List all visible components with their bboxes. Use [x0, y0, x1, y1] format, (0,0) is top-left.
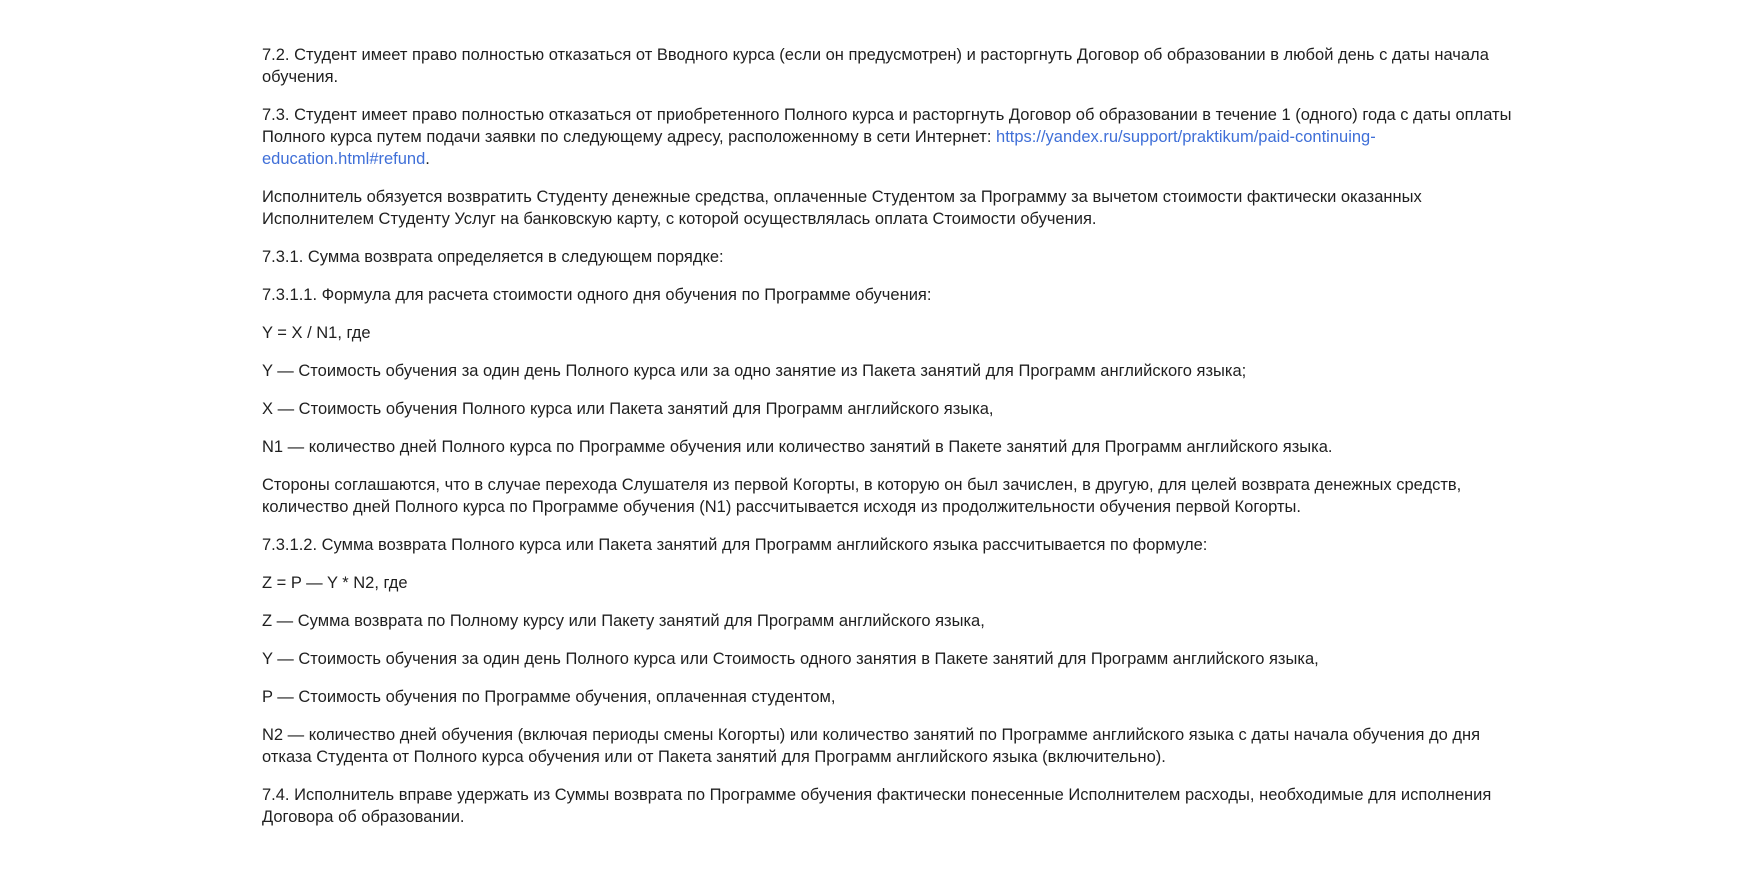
- formula-y: Y = X / N1, где: [262, 324, 371, 342]
- paragraph-7-4: 7.4. Исполнитель вправе удержать из Суммы возврата по Программе обучения фактически понесенные Исполнителем расходы, необходимые для исполнения Договора об образовании.: [262, 786, 1492, 826]
- paragraph-7-3-1-1: 7.3.1.1. Формула для расчета стоимости одного дня обучения по Программе обучения:: [262, 286, 932, 304]
- definition-z: Z — Сумма возврата по Полному курсу или Пакету занятий для Программ английского языка,: [262, 612, 985, 630]
- definition-x: X — Стоимость обучения Полного курса или Пакета занятий для Программ английского языка,: [262, 400, 994, 418]
- definition-p: P — Стоимость обучения по Программе обучения, оплаченная студентом,: [262, 688, 836, 706]
- paragraph-7-3-end: .: [425, 150, 430, 168]
- formula-z: Z = P — Y * N2, где: [262, 574, 408, 592]
- refund-link[interactable]: https://yandex.ru/support/praktikum/paid-continuing-education.html#refund: [262, 128, 1376, 168]
- paragraph-7-3: [262, 104, 1524, 170]
- definition-y-second: Y — Стоимость обучения за один день Полного курса или Стоимость одного занятия в Пакете занятий для Программ английского языка,: [262, 650, 1319, 668]
- definition-n1: N1 — количество дней Полного курса по Программе обучения или количество занятий в Пакете занятий для Программ английского языка.: [262, 438, 1333, 456]
- definition-n2: N2 — количество дней обучения (включая периоды смены Когорты) или количество занятий по Программе английского языка с даты начала обучения до дня отказа Студента от Полного курса обучения или от Пакета занятий для Программ английского языка (включительно).: [262, 726, 1481, 766]
- paragraph-7-3-1: 7.3.1. Сумма возврата определяется в следующем порядке:: [262, 248, 724, 266]
- definition-y-first: Y — Стоимость обучения за один день Полного курса или за одно занятие из Пакета занятий для Программ английского языка;: [262, 362, 1247, 380]
- paragraph-7-3-1-2: 7.3.1.2. Сумма возврата Полного курса или Пакета занятий для Программ английского языка рассчитывается по формуле:: [262, 536, 1208, 554]
- paragraph-cohort: Стороны соглашаются, что в случае перехода Слушателя из первой Когорты, в которую он был зачислен, в другую, для целей возврата денежных средств, количество дней Полного курса по Программе обучения (N1) рассчитывается исходя из продолжительности обучения первой Когорты.: [262, 476, 1462, 516]
- paragraph-executor-refund: Исполнитель обязуется возвратить Студенту денежные средства, оплаченные Студентом за Программу за вычетом стоимости фактически оказанных Исполнителем Студенту Услуг на банковскую карту, с которой осуществлялась оплата Стоимости обучения.: [262, 188, 1422, 228]
- paragraph-7-2: 7.2. Студент имеет право полностью отказаться от Вводного курса (если он предусмотрен) и расторгнуть Договор об образовании в любой день с даты начала обучения.: [262, 46, 1489, 86]
- paragraph-7-3-text: 7.3. Студент имеет право полностью отказаться от приобретенного Полного курса и расторгнуть Договор об образовании в течение 1 (одного) года с даты оплаты Полного курса путем подачи заявки по следующему адресу, расположенному в сети Интернет:: [262, 106, 1512, 146]
- document-body: [262, 44, 1524, 844]
